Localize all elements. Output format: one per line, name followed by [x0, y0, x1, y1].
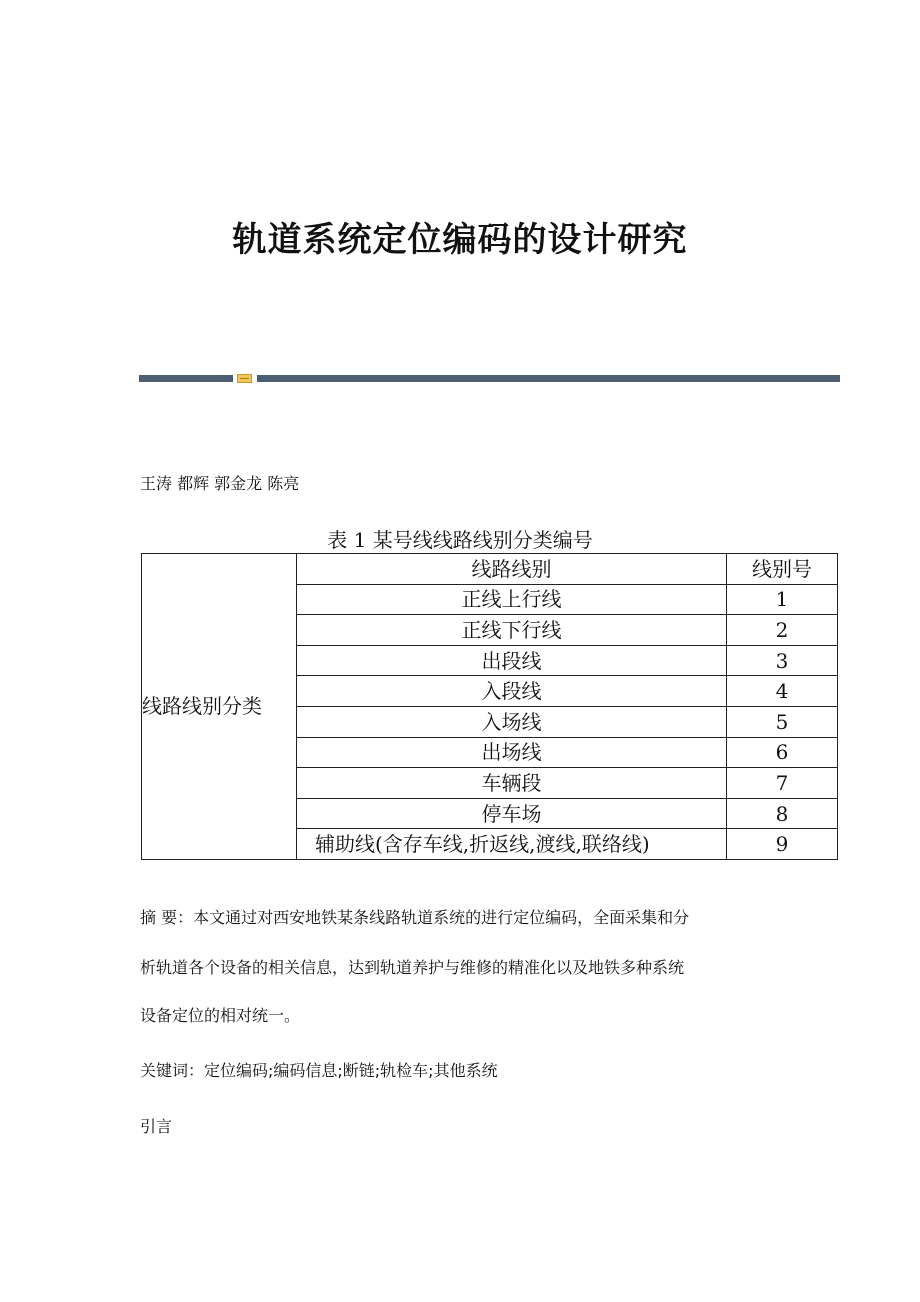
keywords: 关键词：定位编码;编码信息;断链;轨检车;其他系统 [140, 1061, 498, 1080]
author-list: 王涛 都辉 郭金龙 陈亮 [140, 474, 300, 493]
line-classification-table [141, 553, 838, 860]
intro-heading: 引言 [140, 1117, 173, 1136]
line-name-cell: 正线下行线 [297, 615, 727, 646]
line-name-cell: 入场线 [297, 706, 727, 737]
line-code-cell: 8 [727, 798, 838, 829]
line-name-cell: 入段线 [297, 676, 727, 707]
header-name-cell: 线路线别 [297, 554, 727, 585]
envelope-icon [237, 374, 252, 383]
line-code-cell: 5 [727, 706, 838, 737]
table-header-row [142, 554, 838, 585]
category-cell: 线路线别分类 [142, 554, 297, 860]
line-code-cell: 6 [727, 737, 838, 768]
divider-bar-left [139, 375, 233, 382]
paper-title: 轨道系统定位编码的设计研究 [232, 220, 688, 260]
line-code-cell: 9 [727, 829, 838, 860]
abstract-line-3: 设备定位的相对统一。 [140, 1006, 301, 1025]
table-caption: 表 1 某号线线路线别分类编号 [327, 528, 593, 552]
line-code-cell: 4 [727, 676, 838, 707]
line-name-cell: 出场线 [297, 737, 727, 768]
line-code-cell: 7 [727, 768, 838, 799]
divider-bar-right [257, 375, 840, 382]
abstract-line-2: 析轨道各个设备的相关信息，达到轨道养护与维修的精准化以及地铁多种系统 [140, 958, 685, 977]
line-name-cell: 辅助线(含存车线,折返线,渡线,联络线) [297, 829, 727, 860]
line-name-cell: 车辆段 [297, 768, 727, 799]
line-code-cell: 2 [727, 615, 838, 646]
header-code-cell: 线别号 [727, 554, 838, 585]
abstract-line-1: 摘 要：本文通过对西安地铁某条线路轨道系统的进行定位编码，全面采集和分 [140, 908, 690, 927]
line-name-cell: 正线上行线 [297, 584, 727, 615]
line-code-cell: 3 [727, 645, 838, 676]
line-name-cell: 出段线 [297, 645, 727, 676]
line-code-cell: 1 [727, 584, 838, 615]
title-divider [139, 374, 840, 384]
line-name-cell: 停车场 [297, 798, 727, 829]
